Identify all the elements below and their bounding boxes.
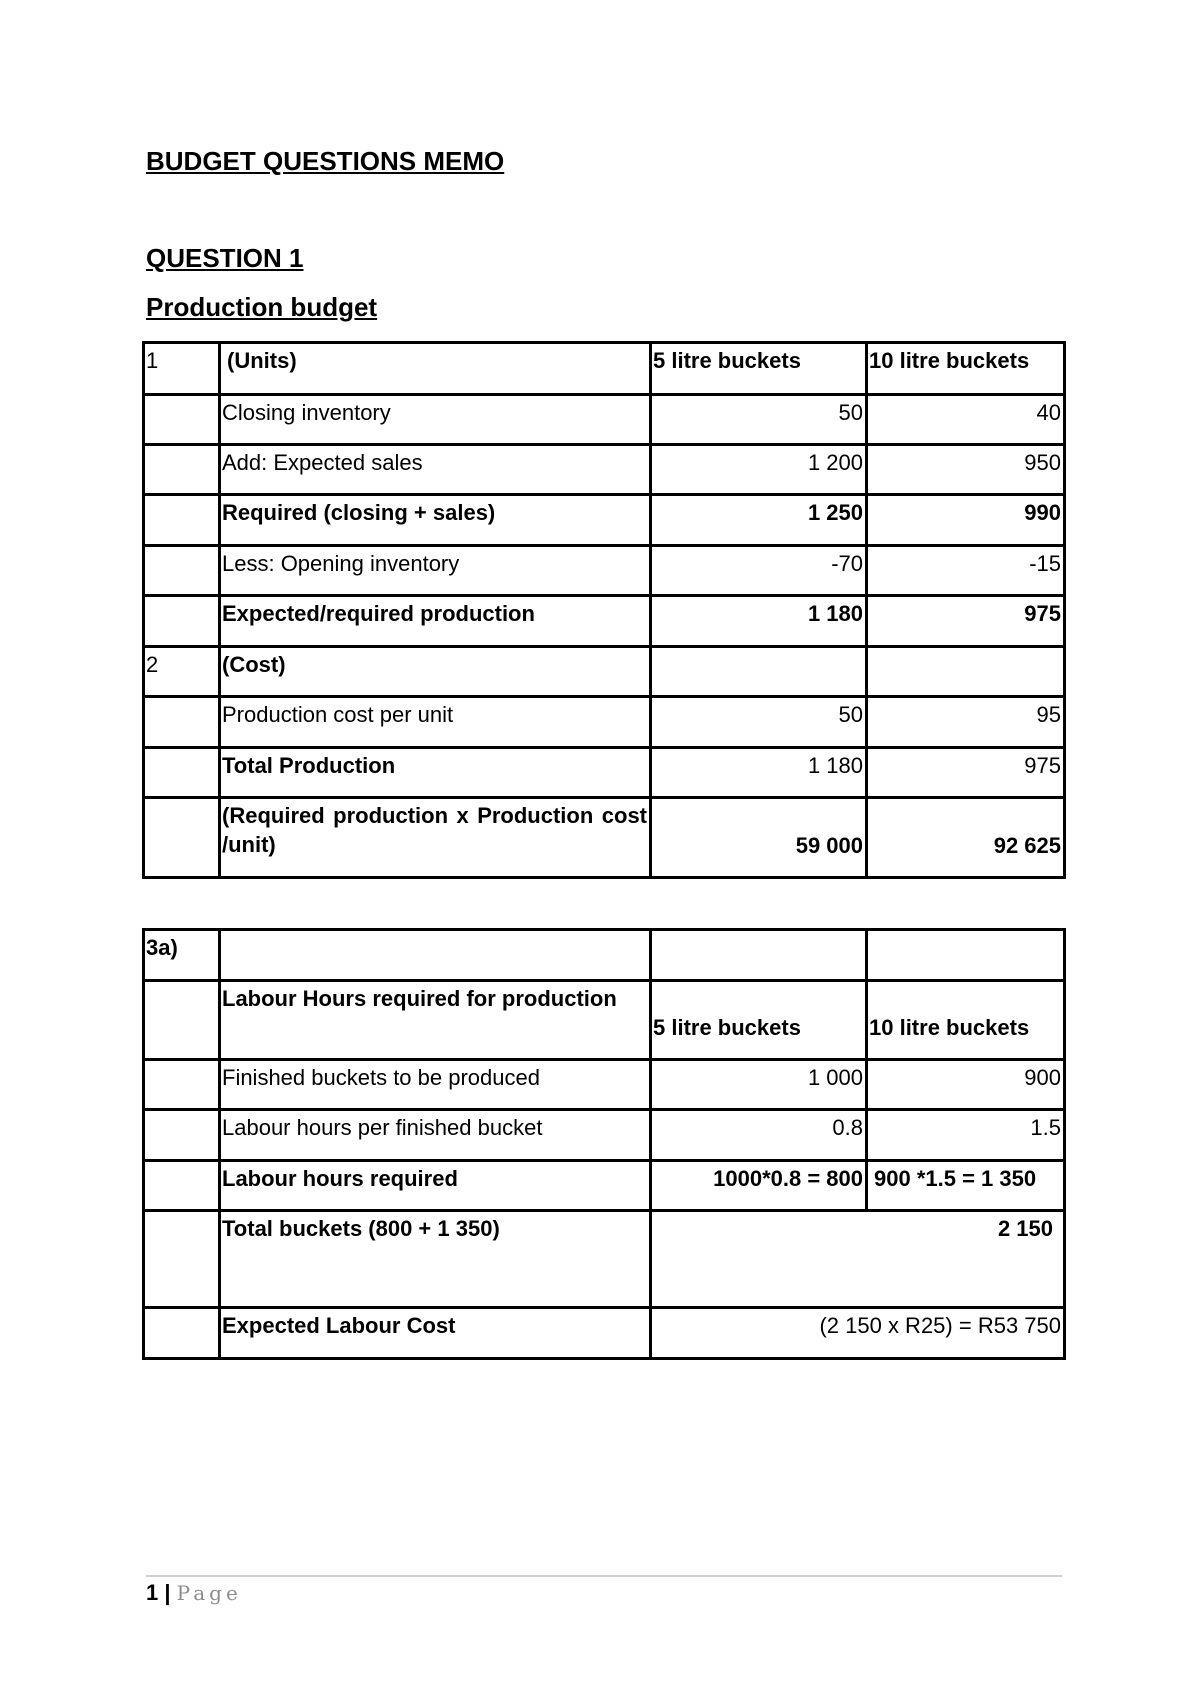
row-label: (Units) (220, 343, 651, 395)
value-5-litre: 1 180 (651, 748, 867, 798)
table-row (144, 798, 1065, 878)
table-row (144, 1060, 1065, 1110)
value-10-litre: 92 625 (867, 798, 1065, 878)
row-number (144, 981, 220, 1060)
row-label: Production cost per unit (220, 697, 651, 748)
row-label: Closing inventory (220, 395, 651, 445)
row-number (144, 596, 220, 647)
value-10-litre: -15 (867, 546, 1065, 596)
value-5-litre (651, 647, 867, 697)
table-row (144, 546, 1065, 596)
total-value: (2 150 x R25) = R53 750 (651, 1308, 1065, 1359)
value-10-litre: 950 (867, 445, 1065, 495)
table-row (144, 930, 1065, 981)
table-row (144, 748, 1065, 798)
value-10-litre: 990 (867, 495, 1065, 546)
value-10-litre: 900 *1.5 = 1 350 (867, 1161, 1065, 1211)
row-number (144, 1308, 220, 1359)
table-row (144, 445, 1065, 495)
footer-divider (146, 1575, 1062, 1577)
value-5-litre: 50 (651, 395, 867, 445)
row-number (144, 697, 220, 748)
row-label: Total buckets (800 + 1 350) (220, 1211, 651, 1308)
row-number (144, 395, 220, 445)
row-label: (Cost) (220, 647, 651, 697)
question-heading: QUESTION 1 (146, 243, 304, 273)
table-row (144, 596, 1065, 647)
row-number (144, 445, 220, 495)
row-label: (Required production x Production cost /unit) (220, 798, 651, 878)
row-number (144, 1060, 220, 1110)
section-heading: Production budget (146, 292, 378, 322)
table-row (144, 1161, 1065, 1211)
value-5-litre: 50 (651, 697, 867, 748)
row-label: Expected Labour Cost (220, 1308, 651, 1359)
table-row (144, 1211, 1065, 1308)
row-label: Labour hours per finished bucket (220, 1110, 651, 1161)
value-5-litre: 1 250 (651, 495, 867, 546)
table-row (144, 1110, 1065, 1161)
row-label: Less: Opening inventory (220, 546, 651, 596)
row-number (144, 798, 220, 878)
row-number (144, 1110, 220, 1161)
value-10-litre: 1.5 (867, 1110, 1065, 1161)
production-budget-table (142, 341, 1066, 879)
table-row (144, 697, 1065, 748)
row-label: Labour hours required (220, 1161, 651, 1211)
row-number: 3a) (144, 930, 220, 981)
column-header-5-litre: 5 litre buckets (651, 981, 867, 1060)
column-header-5-litre: 5 litre buckets (651, 343, 867, 395)
page-label: Page (176, 1581, 242, 1605)
table-row (144, 395, 1065, 445)
value-5-litre: 1 200 (651, 445, 867, 495)
value-10-litre: 900 (867, 1060, 1065, 1110)
row-label: Expected/required production (220, 596, 651, 647)
row-number (144, 1161, 220, 1211)
row-number: 1 (144, 343, 220, 395)
row-number (144, 1211, 220, 1308)
row-label: Total Production (220, 748, 651, 798)
row-label: Labour Hours required for production (220, 981, 651, 1060)
total-value: 2 150 (651, 1211, 1065, 1308)
table-row (144, 495, 1065, 546)
value-10-litre (867, 647, 1065, 697)
row-label: Finished buckets to be produced (220, 1060, 651, 1110)
row-label: Required (closing + sales) (220, 495, 651, 546)
page-number: 1 (146, 1580, 159, 1605)
value-10-litre (867, 930, 1065, 981)
page-footer (146, 1580, 242, 1606)
value-5-litre: 1 180 (651, 596, 867, 647)
row-number: 2 (144, 647, 220, 697)
value-10-litre: 975 (867, 596, 1065, 647)
table-row (144, 1308, 1065, 1359)
value-10-litre: 40 (867, 395, 1065, 445)
row-number (144, 546, 220, 596)
column-header-10-litre: 10 litre buckets (867, 981, 1065, 1060)
document-title: BUDGET QUESTIONS MEMO (146, 146, 505, 176)
labour-budget-table (142, 928, 1066, 1360)
row-number (144, 495, 220, 546)
value-5-litre: 0.8 (651, 1110, 867, 1161)
row-number (144, 748, 220, 798)
value-5-litre: 1000*0.8 = 800 (651, 1161, 867, 1211)
row-label (220, 930, 651, 981)
value-5-litre (651, 930, 867, 981)
value-5-litre: -70 (651, 546, 867, 596)
value-5-litre: 1 000 (651, 1060, 867, 1110)
value-5-litre: 59 000 (651, 798, 867, 878)
row-label: Add: Expected sales (220, 445, 651, 495)
table-row (144, 343, 1065, 395)
table-row (144, 981, 1065, 1060)
footer-separator: | (164, 1580, 171, 1605)
table-row (144, 647, 1065, 697)
value-10-litre: 95 (867, 697, 1065, 748)
column-header-10-litre: 10 litre buckets (867, 343, 1065, 395)
value-10-litre: 975 (867, 748, 1065, 798)
